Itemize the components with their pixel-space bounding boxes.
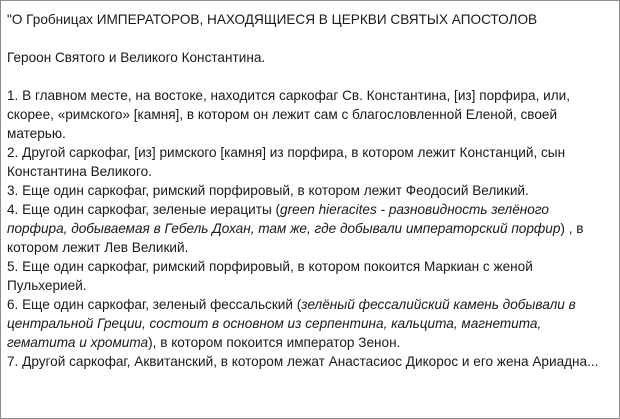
document-title: "О Гробницах ИМПЕРАТОРОВ, НАХОДЯЩИЕСЯ В ЦЕРКВИ СВЯТЫХ АПОСТОЛОВ (7, 12, 538, 27)
item-text-end: ), в котором покоится император Зенон. (148, 335, 401, 350)
list-item-6 (7, 295, 613, 352)
list-item-4 (7, 200, 613, 257)
document-subtitle: Героон Святого и Великого Константина. (7, 50, 266, 65)
item-text: 6. Еще один саркофаг, зеленый фессальский ( (7, 297, 302, 312)
item-text: 2. Другой саркофаг, [из] римского [камня] из порфира, в котором лежит Констанций, сын Константина Великого. (7, 145, 566, 179)
list-item-7 (7, 352, 613, 371)
item-text: 4. Еще один саркофаг, зеленые иерациты ( (7, 202, 281, 217)
item-text: 7. Другой саркофаг, Аквитанский, в котором лежат Анастасиос Дикорос и его жена Ариадна... (7, 354, 599, 369)
list-item-3 (7, 181, 613, 200)
item-text: 5. Еще один саркофаг, римский порфировый, в котором покоится Маркиан с женой Пульхерией. (7, 259, 533, 293)
item-text-end: ) , в котором лежит Лев Великий. (7, 221, 584, 255)
list-item-5 (7, 257, 613, 295)
item-text: 3. Еще один саркофаг, римский порфировый, в котором лежит Феодосий Великий. (7, 183, 529, 198)
list-item-1 (7, 86, 613, 143)
item-text: 1. В главном месте, на востоке, находится саркофаг Св. Константина, [из] порфира, или, скорее, «римского» [камня], в котором он лежит сам с благословленной Еленой, своей матерью. (7, 88, 571, 141)
tomb-list (7, 86, 613, 371)
item-italic-note: green hieracites - разновидность зелёного порфира, добываемая в Гебель Дохан, там же, где добывали императорский порфир (7, 202, 561, 236)
item-italic-note: зелёный фессалийский камень добывали в центральной Греции, состоит в основном из серпентина, кальцита, магнетита, гематита и хромита (7, 297, 576, 350)
list-item-2 (7, 143, 613, 181)
